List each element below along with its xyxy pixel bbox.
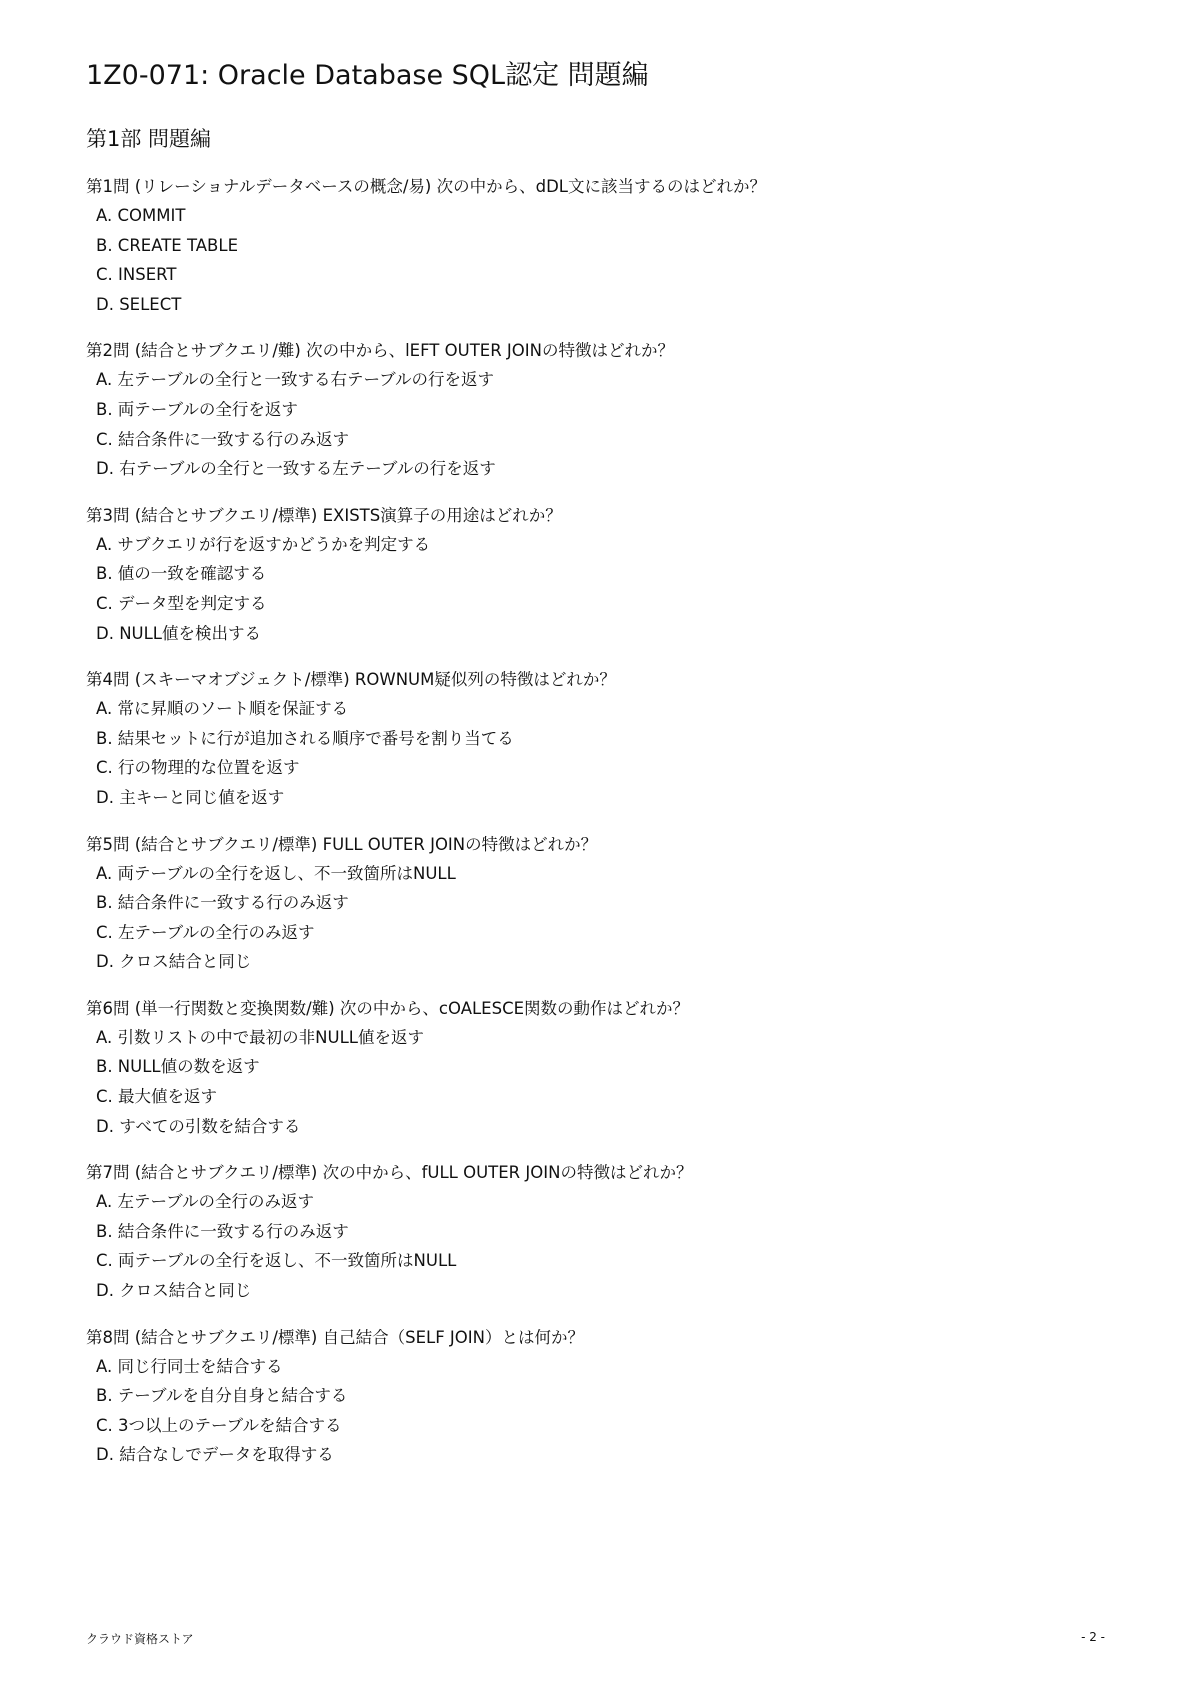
option-list bbox=[86, 201, 1106, 319]
question-text: 第1問 (リレーショナルデータベースの概念/易) 次の中から、dDL文に該当するのはどれか？ bbox=[86, 177, 766, 196]
question-4 bbox=[86, 665, 1106, 812]
option-a: A. 左テーブルの全行と一致する右テーブルの行を返す bbox=[96, 370, 495, 390]
question-8 bbox=[86, 1323, 1106, 1470]
option-a: A. サブクエリが行を返すかどうかを判定する bbox=[96, 534, 431, 554]
question-7 bbox=[86, 1158, 1106, 1305]
option-c: C. INSERT bbox=[96, 265, 177, 285]
option-c: C. 行の物理的な位置を返す bbox=[96, 758, 300, 778]
option-b: B. 結合条件に一致する行のみ返す bbox=[96, 893, 349, 913]
option-b: B. 値の一致を確認する bbox=[96, 564, 267, 584]
document-title: 1Z0-071: Oracle Database SQL認定 問題編 bbox=[86, 60, 649, 91]
option-a: A. COMMIT bbox=[96, 206, 186, 225]
option-c: C. 両テーブルの全行を返し、不一致箇所はNULL bbox=[96, 1251, 457, 1271]
question-text: 第8問 (結合とサブクエリ/標準) 自己結合（SELF JOIN）とは何か？ bbox=[86, 1327, 584, 1347]
question-text: 第7問 (結合とサブクエリ/標準) 次の中から、fULL OUTER JOINの特徴はどれか？ bbox=[86, 1163, 693, 1183]
option-b: B. テーブルを自分自身と結合する bbox=[96, 1386, 348, 1406]
option-list bbox=[86, 1187, 1106, 1305]
question-5 bbox=[86, 830, 1106, 977]
question-6 bbox=[86, 994, 1106, 1141]
question-text: 第6問 (単一行関数と変換関数/難) 次の中から、cOALESCE関数の動作はどれか？ bbox=[86, 998, 690, 1018]
option-c: C. 結合条件に一致する行のみ返す bbox=[96, 429, 350, 449]
question-text: 第3問 (結合とサブクエリ/標準) EXISTS演算子の用途はどれか？ bbox=[86, 505, 562, 525]
option-b: B. 結果セットに行が追加される順序で番号を割り当てる bbox=[96, 728, 514, 748]
option-b: B. 両テーブルの全行を返す bbox=[96, 399, 298, 419]
question-text: 第2問 (結合とサブクエリ/難) 次の中から、lEFT OUTER JOINの特徴はどれか？ bbox=[86, 341, 674, 361]
option-d: D. 結合なしでデータを取得する bbox=[96, 1445, 334, 1465]
question-text: 第4問 (スキーマオブジェクト/標準) ROWNUM疑似列の特徴はどれか？ bbox=[86, 670, 616, 690]
question-1 bbox=[86, 172, 1106, 319]
option-a: A. 常に昇順のソート順を保証する bbox=[96, 699, 349, 719]
option-d: D. NULL値を検出する bbox=[96, 623, 261, 643]
option-d: D. クロス結合と同じ bbox=[96, 1281, 252, 1301]
option-a: A. 左テーブルの全行のみ返す bbox=[96, 1192, 315, 1212]
section-title: 第1部 問題編 bbox=[86, 127, 212, 151]
option-b: B. 結合条件に一致する行のみ返す bbox=[96, 1221, 349, 1241]
option-d: D. すべての引数を結合する bbox=[96, 1116, 301, 1136]
footer-publisher: クラウド資格ストア bbox=[86, 1632, 194, 1646]
question-text: 第5問 (結合とサブクエリ/標準) FULL OUTER JOINの特徴はどれか？ bbox=[86, 834, 598, 854]
option-list bbox=[86, 1023, 1106, 1141]
option-list bbox=[86, 365, 1106, 483]
option-d: D. クロス結合と同じ bbox=[96, 952, 252, 972]
option-c: C. 左テーブルの全行のみ返す bbox=[96, 922, 315, 942]
option-a: A. 同じ行同士を結合する bbox=[96, 1356, 283, 1376]
question-3 bbox=[86, 501, 1106, 648]
option-c: C. 3つ以上のテーブルを結合する bbox=[96, 1415, 342, 1435]
option-list bbox=[86, 1352, 1106, 1470]
option-b: B. CREATE TABLE bbox=[96, 235, 238, 255]
option-c: C. 最大値を返す bbox=[96, 1087, 218, 1107]
option-d: D. 主キーと同じ値を返す bbox=[96, 787, 285, 807]
page-footer bbox=[86, 1630, 1105, 1647]
option-c: C. データ型を判定する bbox=[96, 593, 267, 613]
option-list bbox=[86, 859, 1106, 977]
question-2 bbox=[86, 336, 1106, 483]
document-page bbox=[86, 56, 1106, 1487]
option-b: B. NULL値の数を返す bbox=[96, 1057, 260, 1077]
option-list bbox=[86, 694, 1106, 812]
option-d: D. SELECT bbox=[96, 294, 182, 314]
option-a: A. 両テーブルの全行を返し、不一致箇所はNULL bbox=[96, 863, 456, 883]
option-d: D. 右テーブルの全行と一致する左テーブルの行を返す bbox=[96, 459, 496, 479]
option-list bbox=[86, 530, 1106, 648]
option-a: A. 引数リストの中で最初の非NULL値を返す bbox=[96, 1027, 424, 1047]
page-number: - 2 - bbox=[1081, 1630, 1105, 1644]
